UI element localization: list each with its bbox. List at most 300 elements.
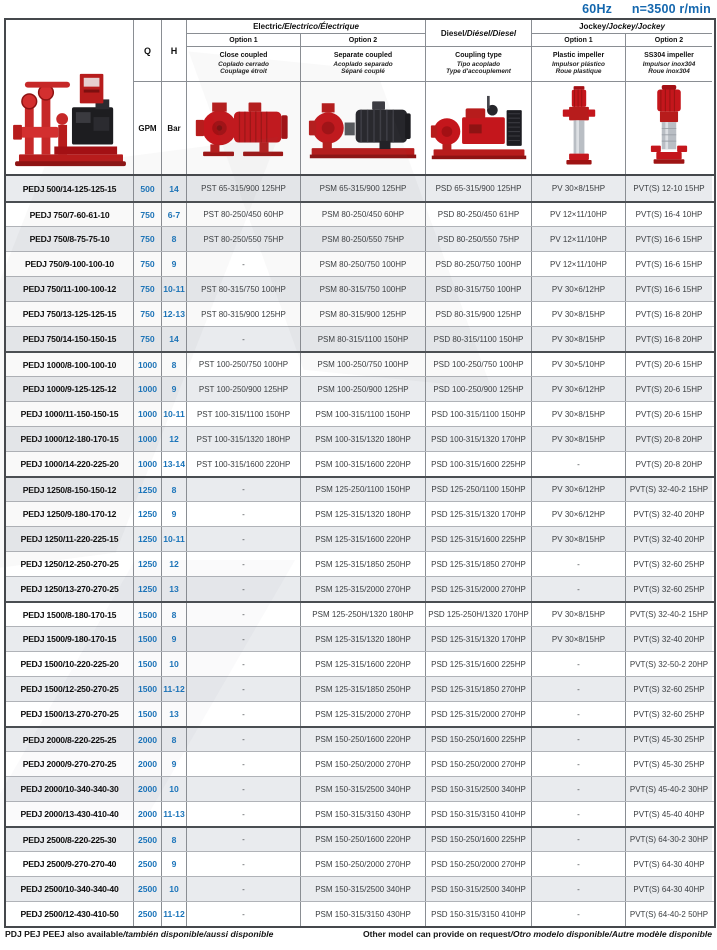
electric-option1-cell: -	[187, 527, 301, 551]
plastic-impeller-jockey-pump-image	[561, 85, 597, 171]
jockey-option1-cell: PV 30×6/12HP	[532, 478, 626, 501]
electric-option1-cell: -	[187, 252, 301, 276]
head-bar-cell: 9	[162, 627, 187, 651]
electric-option2-cell: PSM 80-250/550 75HP	[301, 227, 426, 251]
jockey-option2-cell: PVT(S) 12-10 15HP	[626, 176, 712, 201]
electric-option1-cell: -	[187, 652, 301, 676]
jockey-option1-cell: PV 30×8/15HP	[532, 402, 626, 426]
model-cell: PEDJ 1000/11-150-150-15	[6, 402, 134, 426]
electric-option2-cell: PSM 100-250/750 100HP	[301, 353, 426, 376]
head-bar-cell: 10	[162, 877, 187, 901]
ss304-jockey-pump-image	[648, 85, 690, 171]
jockey-option2-cell: PVT(S) 20-8 20HP	[626, 452, 712, 476]
table-row	[6, 326, 714, 351]
electric-option1-cell: PST 65-315/900 125HP	[187, 176, 301, 201]
model-cell: PEDJ 1500/10-220-225-20	[6, 652, 134, 676]
diesel-cell: PSD 65-315/900 125HP	[426, 176, 532, 201]
electric-group-en: Electric	[253, 22, 282, 31]
head-bar-cell: 13	[162, 577, 187, 601]
jockey-option1-cell: PV 30×8/15HP	[532, 176, 626, 201]
table-row	[6, 251, 714, 276]
table-row	[6, 176, 714, 201]
jockey-option2-cell: PVT(S) 45-40 40HP	[626, 802, 712, 826]
frequency-label: 60Hz	[582, 2, 613, 16]
flow-gpm-cell: 2500	[134, 902, 162, 926]
flow-gpm-cell: 1500	[134, 603, 162, 626]
jockey-option2-cell: PVT(S) 64-30 40HP	[626, 877, 712, 901]
jockey-option2-cell: PVT(S) 20-6 15HP	[626, 353, 712, 376]
table-row	[6, 351, 714, 376]
table-row	[6, 551, 714, 576]
jockey-option1-cell: -	[532, 902, 626, 926]
flow-gpm-cell: 1250	[134, 478, 162, 501]
electric-option2-cell: PSM 150-315/2500 340HP	[301, 777, 426, 801]
diesel-cell: PSD 150-315/2500 340HP	[426, 777, 532, 801]
diesel-cell: PSD 150-250/1600 225HP	[426, 728, 532, 751]
desc-line: Impulsor inox304	[642, 60, 696, 68]
flow-gpm-cell: 750	[134, 302, 162, 326]
electric-option2-cell: PSM 80-315/750 100HP	[301, 277, 426, 301]
electric-option1-cell: -	[187, 552, 301, 576]
jockey-option1-cell: PV 30×6/12HP	[532, 277, 626, 301]
head-bar-cell: 9	[162, 377, 187, 401]
table-row	[6, 826, 714, 851]
head-bar-cell: 11-12	[162, 677, 187, 701]
flow-gpm-cell: 2000	[134, 752, 162, 776]
electric-option2-cell: PSM 150-250/1600 220HP	[301, 828, 426, 851]
electric-option2-cell: PSM 80-250/750 100HP	[301, 252, 426, 276]
flow-gpm-cell: 1000	[134, 377, 162, 401]
table-row	[6, 701, 714, 726]
desc-line: Acoplado separado	[333, 60, 393, 68]
diesel-cell: PSD 125-315/1850 270HP	[426, 552, 532, 576]
electric-option2-cell: PSM 125-315/1600 220HP	[301, 652, 426, 676]
diesel-cell: PSD 125-315/2000 270HP	[426, 577, 532, 601]
jockey-option1-header: Option 1	[532, 34, 626, 47]
head-bar-cell: 10-11	[162, 402, 187, 426]
head-bar-cell: 8	[162, 603, 187, 626]
table-row	[6, 726, 714, 751]
table-row	[6, 876, 714, 901]
electric-option1-cell: -	[187, 677, 301, 701]
desc-line: Separate coupled	[333, 52, 393, 60]
flow-gpm-cell: 1500	[134, 702, 162, 726]
electric-group-header	[187, 20, 426, 34]
jockey-option2-cell: PVT(S) 32-40 20HP	[626, 627, 712, 651]
flow-gpm-cell: 2500	[134, 828, 162, 851]
desc-line: Tipo acoplado	[456, 60, 501, 68]
table-row	[6, 426, 714, 451]
electric-option1-cell: -	[187, 752, 301, 776]
head-bar-cell: 10	[162, 652, 187, 676]
electric-option1-cell: -	[187, 603, 301, 626]
flow-gpm-cell: 1250	[134, 502, 162, 526]
jockey1-image-cell	[532, 82, 626, 174]
electric-option2-cell: PSM 80-250/450 60HP	[301, 203, 426, 226]
jockey-option2-cell: PVT(S) 20-6 15HP	[626, 377, 712, 401]
flow-gpm-cell: 750	[134, 252, 162, 276]
model-cell: PEDJ 750/7-60-61-10	[6, 203, 134, 226]
jockey-option1-description	[532, 47, 626, 82]
head-bar-cell: 10-11	[162, 527, 187, 551]
model-cell: PEDJ 2500/9-270-270-40	[6, 852, 134, 876]
electric-option2-cell: PSM 150-315/2500 340HP	[301, 877, 426, 901]
jockey2-image-cell	[626, 82, 712, 174]
jockey-option2-cell: PVT(S) 16-6 15HP	[626, 227, 712, 251]
electric-option2-header: Option 2	[301, 34, 426, 47]
separate-coupled-image-cell	[301, 82, 426, 174]
jockey-option2-cell: PVT(S) 32-40 20HP	[626, 502, 712, 526]
jockey-option2-cell: PVT(S) 32-60 25HP	[626, 677, 712, 701]
electric-option1-cell: -	[187, 802, 301, 826]
jockey-option1-cell: -	[532, 877, 626, 901]
model-cell: PEDJ 1500/13-270-270-25	[6, 702, 134, 726]
jockey-option1-cell: -	[532, 852, 626, 876]
head-bar-cell: 8	[162, 353, 187, 376]
electric-option1-cell: -	[187, 702, 301, 726]
desc-line: Séparé couplé	[341, 68, 385, 76]
model-cell: PEDJ 750/13-125-125-15	[6, 302, 134, 326]
jockey-option2-cell: PVT(S) 45-30 25HP	[626, 728, 712, 751]
electric-option2-cell: PSM 150-315/3150 430HP	[301, 802, 426, 826]
electric-option1-cell: PST 80-315/750 100HP	[187, 277, 301, 301]
electric-option2-cell: PSM 125-250/1100 150HP	[301, 478, 426, 501]
footer-right-note	[363, 929, 712, 939]
head-bar-cell: 9	[162, 752, 187, 776]
flow-gpm-cell: 2000	[134, 802, 162, 826]
electric-option1-cell: PST 100-250/900 125HP	[187, 377, 301, 401]
table-row	[6, 476, 714, 501]
electric-option2-cell: PSM 150-250/2000 270HP	[301, 752, 426, 776]
electric-option2-cell: PSM 125-315/2000 270HP	[301, 577, 426, 601]
electric-option2-cell: PSM 80-315/1100 150HP	[301, 327, 426, 351]
head-bar-cell: 8	[162, 828, 187, 851]
separate-coupled-pump-image	[307, 95, 419, 161]
flow-gpm-cell: 750	[134, 227, 162, 251]
diesel-cell: PSD 125-315/1600 225HP	[426, 652, 532, 676]
flow-gpm-cell: 1250	[134, 577, 162, 601]
electric-option2-cell: PSM 125-315/1850 250HP	[301, 552, 426, 576]
footer-right-en: Other model can provide on request	[362, 929, 511, 939]
table-row	[6, 401, 714, 426]
diesel-cell: PSD 100-315/1600 225HP	[426, 452, 532, 476]
table-row	[6, 226, 714, 251]
page-footer	[5, 929, 712, 939]
desc-line: SS304 impeller	[644, 52, 694, 60]
jockey-group-header	[532, 20, 712, 34]
flow-gpm-cell: 750	[134, 203, 162, 226]
jockey-option1-cell: -	[532, 452, 626, 476]
model-cell: PEDJ 2000/9-270-270-25	[6, 752, 134, 776]
electric-option2-cell: PSM 80-315/900 125HP	[301, 302, 426, 326]
model-cell: PEDJ 1000/14-220-225-20	[6, 452, 134, 476]
electric-option1-cell: PST 80-250/450 60HP	[187, 203, 301, 226]
table-row	[6, 776, 714, 801]
jockey-option2-cell: PVT(S) 16-4 10HP	[626, 203, 712, 226]
bar-unit-header: Bar	[162, 82, 187, 174]
diesel-cell: PSD 125-250/1100 150HP	[426, 478, 532, 501]
electric-option1-cell: -	[187, 777, 301, 801]
jockey-option2-cell: PVT(S) 32-40 20HP	[626, 527, 712, 551]
desc-line: Impulsor plástico	[552, 60, 605, 68]
desc-line: Roue plastique	[555, 68, 602, 76]
electric-option2-cell: PSM 65-315/900 125HP	[301, 176, 426, 201]
model-cell: PEDJ 1250/9-180-170-12	[6, 502, 134, 526]
jockey-option1-cell: -	[532, 728, 626, 751]
head-bar-cell: 14	[162, 176, 187, 201]
jockey-option1-cell: -	[532, 802, 626, 826]
diesel-cell: PSD 150-250/2000 270HP	[426, 752, 532, 776]
head-bar-cell: 8	[162, 728, 187, 751]
jockey-option1-cell: PV 12×11/10HP	[532, 227, 626, 251]
diesel-cell: PSD 150-315/2500 340HP	[426, 877, 532, 901]
electric-option2-cell: PSM 150-250/1600 220HP	[301, 728, 426, 751]
jockey-option1-cell: PV 12×11/10HP	[532, 252, 626, 276]
desc-line: Coplado cerrado	[218, 60, 269, 68]
flow-gpm-cell: 1000	[134, 427, 162, 451]
jockey-option1-cell: -	[532, 677, 626, 701]
electric-option1-cell: PST 100-315/1100 150HP	[187, 402, 301, 426]
jockey-option2-cell: PVT(S) 16-8 20HP	[626, 327, 712, 351]
footer-left-en: PDJ PEJ PEEJ also available	[5, 929, 123, 939]
jockey-option2-cell: PVT(S) 32-60 25HP	[626, 552, 712, 576]
diesel-cell: PSD 150-250/2000 270HP	[426, 852, 532, 876]
model-cell: PEDJ 1250/11-220-225-15	[6, 527, 134, 551]
diesel-image-cell	[426, 82, 532, 174]
jockey-option2-cell: PVT(S) 16-8 20HP	[626, 302, 712, 326]
electric-option1-description	[187, 47, 301, 82]
jockey-group-i18n: /Jockey/Jockey	[606, 22, 665, 31]
jockey-option1-cell: PV 30×6/12HP	[532, 502, 626, 526]
model-cell: PEDJ 1000/8-100-100-10	[6, 353, 134, 376]
jockey-option2-cell: PVT(S) 32-40-2 15HP	[626, 603, 712, 626]
flow-gpm-cell: 500	[134, 176, 162, 201]
jockey-option1-cell: PV 30×5/10HP	[532, 353, 626, 376]
electric-option2-cell: PSM 125-315/1600 220HP	[301, 527, 426, 551]
head-bar-cell: 13-14	[162, 452, 187, 476]
jockey-option2-cell: PVT(S) 20-6 15HP	[626, 402, 712, 426]
model-cell: PEDJ 2500/12-430-410-50	[6, 902, 134, 926]
head-bar-cell: 12	[162, 552, 187, 576]
flow-gpm-cell: 1000	[134, 402, 162, 426]
jockey-option1-cell: -	[532, 652, 626, 676]
electric-option2-cell: PSM 125-315/2000 270HP	[301, 702, 426, 726]
head-bar-cell: 8	[162, 478, 187, 501]
fire-pump-set-image	[11, 68, 129, 172]
model-cell: PEDJ 750/14-150-150-15	[6, 327, 134, 351]
jockey-option2-cell: PVT(S) 32-60 25HP	[626, 577, 712, 601]
diesel-cell: PSD 125-315/1600 225HP	[426, 527, 532, 551]
head-bar-cell: 11-13	[162, 802, 187, 826]
flow-gpm-cell: 2500	[134, 877, 162, 901]
head-bar-cell: 9	[162, 502, 187, 526]
diesel-group-i18n: /Diésel/Diesel	[464, 28, 517, 38]
jockey-option2-cell: PVT(S) 32-40-2 15HP	[626, 478, 712, 501]
diesel-cell: PSD 125-315/1320 170HP	[426, 627, 532, 651]
head-bar-cell: 10	[162, 777, 187, 801]
electric-option1-cell: -	[187, 502, 301, 526]
diesel-group-en: Diesel	[440, 28, 465, 38]
table-header	[6, 20, 714, 176]
table-body	[6, 176, 714, 926]
jockey-option1-cell: PV 30×8/15HP	[532, 327, 626, 351]
flow-gpm-cell: 1250	[134, 552, 162, 576]
jockey-option1-cell: -	[532, 552, 626, 576]
close-coupled-pump-image	[194, 95, 294, 161]
jockey-option2-cell: PVT(S) 20-8 20HP	[626, 427, 712, 451]
electric-option2-cell: PSM 125-315/1320 180HP	[301, 627, 426, 651]
jockey-option1-cell: -	[532, 828, 626, 851]
jockey-option1-cell: PV 30×6/12HP	[532, 377, 626, 401]
jockey-option2-cell: PVT(S) 45-40-2 30HP	[626, 777, 712, 801]
electric-option1-cell: -	[187, 478, 301, 501]
head-bar-cell: 14	[162, 327, 187, 351]
jockey-option2-cell: PVT(S) 16-6 15HP	[626, 277, 712, 301]
diesel-cell: PSD 150-250/1600 225HP	[426, 828, 532, 851]
electric-option1-cell: -	[187, 627, 301, 651]
desc-line: Coupling type	[455, 52, 502, 60]
electric-option1-cell: -	[187, 577, 301, 601]
electric-option1-cell: PST 80-315/900 125HP	[187, 302, 301, 326]
table-row	[6, 676, 714, 701]
diesel-cell: PSD 100-250/900 125HP	[426, 377, 532, 401]
jockey-option2-cell: PVT(S) 64-30 40HP	[626, 852, 712, 876]
flow-gpm-cell: 1000	[134, 452, 162, 476]
electric-option2-cell: PSM 150-315/3150 430HP	[301, 902, 426, 926]
jockey-option2-description	[626, 47, 712, 82]
main-product-image-cell	[6, 20, 134, 174]
close-coupled-image-cell	[187, 82, 301, 174]
flow-gpm-cell: 1500	[134, 652, 162, 676]
desc-line: Close coupled	[219, 52, 268, 60]
jockey-option2-cell: PVT(S) 45-30 25HP	[626, 752, 712, 776]
jockey-option1-cell: -	[532, 577, 626, 601]
table-row	[6, 901, 714, 926]
electric-option2-cell: PSM 100-315/1600 220HP	[301, 452, 426, 476]
jockey-option2-cell: PVT(S) 16-6 15HP	[626, 252, 712, 276]
electric-option2-cell: PSM 125-250H/1320 180HP	[301, 603, 426, 626]
jockey-option2-cell: PVT(S) 64-40-2 50HP	[626, 902, 712, 926]
head-bar-cell: 6-7	[162, 203, 187, 226]
speed-label: n=3500 r/min	[631, 2, 711, 16]
table-row	[6, 451, 714, 476]
diesel-cell: PSD 80-315/750 100HP	[426, 277, 532, 301]
model-cell: PEDJ 1250/13-270-270-25	[6, 577, 134, 601]
flow-gpm-cell: 1500	[134, 627, 162, 651]
flow-gpm-cell: 1500	[134, 677, 162, 701]
model-cell: PEDJ 2500/8-220-225-30	[6, 828, 134, 851]
head-bar-cell: 9	[162, 852, 187, 876]
diesel-cell: PSD 100-315/1100 150HP	[426, 402, 532, 426]
electric-option1-cell: PST 100-315/1600 220HP	[187, 452, 301, 476]
head-bar-cell: 12	[162, 427, 187, 451]
table-row	[6, 751, 714, 776]
diesel-cell: PSD 125-315/1320 170HP	[426, 502, 532, 526]
jockey-option1-cell: PV 30×8/15HP	[532, 527, 626, 551]
desc-line: Plastic impeller	[552, 52, 605, 60]
electric-option1-header: Option 1	[187, 34, 301, 47]
table-row	[6, 576, 714, 601]
flow-column-header: Q	[134, 20, 162, 82]
table-row	[6, 651, 714, 676]
table-row	[6, 276, 714, 301]
flow-gpm-cell: 1000	[134, 353, 162, 376]
desc-line: Type d'accouplement	[446, 68, 511, 76]
gpm-unit-header: GPM	[134, 82, 162, 174]
diesel-cell: PSD 100-315/1320 170HP	[426, 427, 532, 451]
head-column-header: H	[162, 20, 187, 82]
flow-gpm-cell: 2500	[134, 852, 162, 876]
model-cell: PEDJ 2000/8-220-225-25	[6, 728, 134, 751]
model-cell: PEDJ 2500/10-340-340-40	[6, 877, 134, 901]
diesel-cell: PSD 150-315/3150 410HP	[426, 902, 532, 926]
head-bar-cell: 13	[162, 702, 187, 726]
jockey-option2-cell: PVT(S) 64-30-2 30HP	[626, 828, 712, 851]
model-cell: PEDJ 1000/12-180-170-15	[6, 427, 134, 451]
model-cell: PEDJ 2000/10-340-340-30	[6, 777, 134, 801]
electric-option1-cell: -	[187, 852, 301, 876]
footer-left-i18n: /también disponible/aussi disponible	[123, 929, 274, 939]
jockey-option2-cell: PVT(S) 32-50-2 20HP	[626, 652, 712, 676]
model-cell: PEDJ 1500/12-250-270-25	[6, 677, 134, 701]
table-row	[6, 501, 714, 526]
model-cell: PEDJ 2000/13-430-410-40	[6, 802, 134, 826]
model-cell: PEDJ 750/8-75-75-10	[6, 227, 134, 251]
diesel-description	[426, 47, 532, 82]
page-title	[566, 2, 711, 16]
electric-option1-cell: -	[187, 828, 301, 851]
electric-option1-cell: -	[187, 902, 301, 926]
electric-option2-cell: PSM 100-250/900 125HP	[301, 377, 426, 401]
jockey-option2-header: Option 2	[626, 34, 712, 47]
electric-option2-cell: PSM 125-315/1850 250HP	[301, 677, 426, 701]
electric-option2-cell: PSM 100-315/1100 150HP	[301, 402, 426, 426]
diesel-cell: PSD 80-250/750 100HP	[426, 252, 532, 276]
flow-gpm-cell: 1250	[134, 527, 162, 551]
diesel-cell: PSD 80-315/900 125HP	[426, 302, 532, 326]
diesel-group-header	[426, 20, 532, 47]
model-cell: PEDJ 1500/8-180-170-15	[6, 603, 134, 626]
footer-right-i18n: /Otro modelo disponible/Autre modèle disponible	[510, 929, 712, 939]
electric-option1-cell: PST 100-250/750 100HP	[187, 353, 301, 376]
model-cell: PEDJ 500/14-125-125-15	[6, 176, 134, 201]
electric-option1-cell: -	[187, 728, 301, 751]
flow-gpm-cell: 750	[134, 327, 162, 351]
model-cell: PEDJ 750/9-100-100-10	[6, 252, 134, 276]
jockey-option1-cell: -	[532, 752, 626, 776]
flow-gpm-cell: 2000	[134, 777, 162, 801]
table-row	[6, 376, 714, 401]
head-bar-cell: 12-13	[162, 302, 187, 326]
electric-option2-cell: PSM 150-250/2000 270HP	[301, 852, 426, 876]
electric-option2-cell: PSM 125-315/1320 180HP	[301, 502, 426, 526]
pump-selection-table	[4, 18, 716, 928]
model-cell: PEDJ 1000/9-125-125-12	[6, 377, 134, 401]
electric-option1-cell: -	[187, 327, 301, 351]
head-bar-cell: 8	[162, 227, 187, 251]
head-bar-cell: 10-11	[162, 277, 187, 301]
jockey-option1-cell: PV 30×8/15HP	[532, 427, 626, 451]
table-row	[6, 801, 714, 826]
table-row	[6, 626, 714, 651]
footer-left-note	[5, 929, 273, 939]
jockey-option1-cell: PV 30×8/15HP	[532, 603, 626, 626]
table-row	[6, 526, 714, 551]
flow-gpm-cell: 2000	[134, 728, 162, 751]
table-row	[6, 201, 714, 226]
desc-line: Roue inox304	[648, 68, 690, 76]
diesel-cell: PSD 125-250H/1320 170HP	[426, 603, 532, 626]
